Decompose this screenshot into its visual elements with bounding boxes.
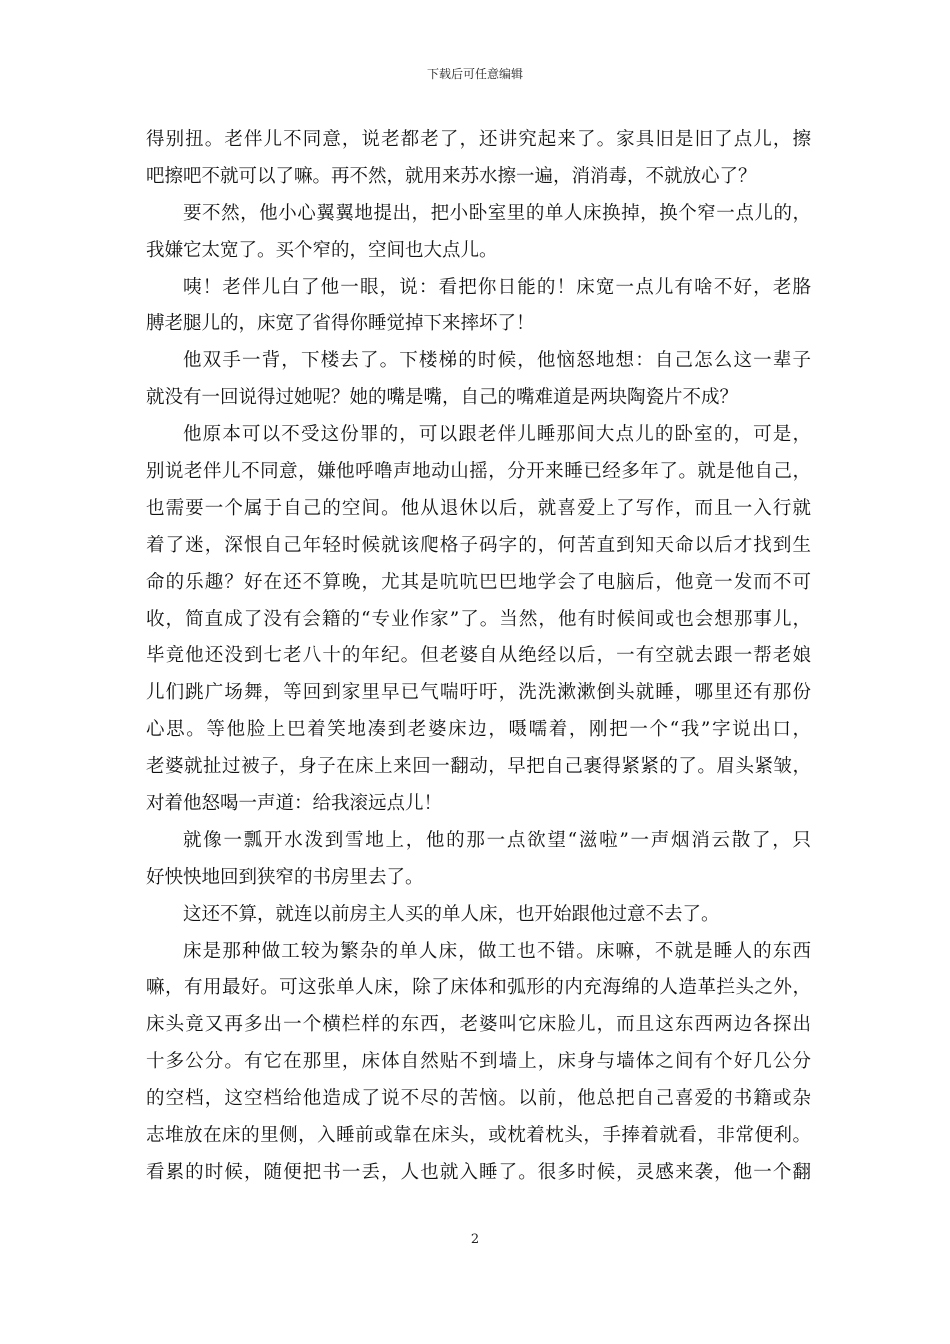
text-line: 收，简直成了没有会籍的“专业作家”了。当然，他有时候间或也会想那事儿， [146,608,811,630]
text-line: 床是那种做工较为繁杂的单人床，做工也不错。床嘛，不就是睡人的东西 [183,940,811,962]
text-line: 他原本可以不受这份罪的，可以跟老伴儿睡那间大点儿的卧室的，可是， [183,424,811,446]
text-line: 对着他怒喝一声道：给我滚远点儿！ [146,793,443,815]
text-line: 我嫌它太宽了。买个窄的，空间也大点儿。 [146,239,498,261]
text-line: 着了迷，深恨自己年轻时候就该爬格子码字的，何苦直到知天命以后才找到生 [146,534,811,556]
text-line: 就像一瓢开水泼到雪地上，他的那一点欲望“滋啦”一声烟消云散了，只 [183,829,811,851]
page-number: 2 [470,1232,480,1247]
text-line: 看累的时候，随便把书一丢，人也就入睡了。很多时候，灵感来袭，他一个翻 [146,1161,811,1183]
text-line: 心思。等他脸上巴着笑地凑到老婆床边，嗫嚅着，刚把一个“我”字说出口， [146,719,811,741]
text-line: 毕竟他还没到七老八十的年纪。但老婆自从绝经以后，一有空就去跟一帮老娘 [146,645,811,667]
text-line: 的空档，这空档给他造成了说不尽的苦恼。以前，他总把自己喜爱的书籍或杂 [146,1088,811,1110]
text-line: 儿们跳广场舞，等回到家里早已气喘吁吁，洗洗漱漱倒头就睡，哪里还有那份 [146,682,811,704]
text-line: 志堆放在床的里侧，入睡前或靠在床头，或枕着枕头，手捧着就看，非常便利。 [146,1125,811,1147]
text-line: 嘛，有用最好。可这张单人床，除了床体和弧形的内充海绵的人造革拦头之外， [146,977,811,999]
page-header: 下载后可任意编辑 [426,67,523,81]
text-line: 也需要一个属于自己的空间。他从退休以后，就喜爱上了写作，而且一入行就 [146,497,811,519]
text-line: 十多公分。有它在那里，床体自然贴不到墙上，床身与墙体之间有个好几公分 [146,1051,811,1073]
text-line: 老婆就扯过被子，身子在床上来回一翻动，早把自己裹得紧紧的了。眉头紧皱， [146,756,811,778]
text-line: 膊老腿儿的，床宽了省得你睡觉掉下来摔坏了！ [146,313,535,335]
text-line: 得别扭。老伴儿不同意，说老都老了，还讲究起来了。家具旧是旧了点儿，擦 [146,129,811,150]
text-line: 床头竟又再多出一个横栏样的东西，老婆叫它床脸儿，而且这东西两边各探出 [146,1014,811,1036]
text-line: 要不然，他小心翼翼地提出，把小卧室里的单人床换掉，换个窄一点儿的， [183,202,811,224]
text-line: 就没有一回说得过她呢？她的嘴是嘴，自己的嘴难道是两块陶瓷片不成？ [146,387,739,409]
text-line: 咦！老伴儿白了他一眼，说：看把你日能的！床宽一点儿有啥不好，老胳 [183,276,811,298]
text-line: 吧擦吧不就可以了嘛。再不然，就用来苏水擦一遍，消消毒，不就放心了？ [146,165,757,187]
text-line: 别说老伴儿不同意，嫌他呼噜声地动山摇，分开来睡已经多年了。就是他自己， [146,461,811,483]
text-line: 这还不算，就连以前房主人买的单人床，也开始跟他过意不去了。 [183,903,720,925]
text-line: 他双手一背，下楼去了。下楼梯的时候，他恼怒地想：自己怎么这一辈子 [183,350,811,372]
text-line: 好怏怏地回到狭窄的书房里去了。 [146,866,424,888]
text-line: 命的乐趣？好在还不算晚，尤其是吭吭巴巴地学会了电脑后，他竟一发而不可 [146,571,811,593]
document-body [146,122,811,1192]
